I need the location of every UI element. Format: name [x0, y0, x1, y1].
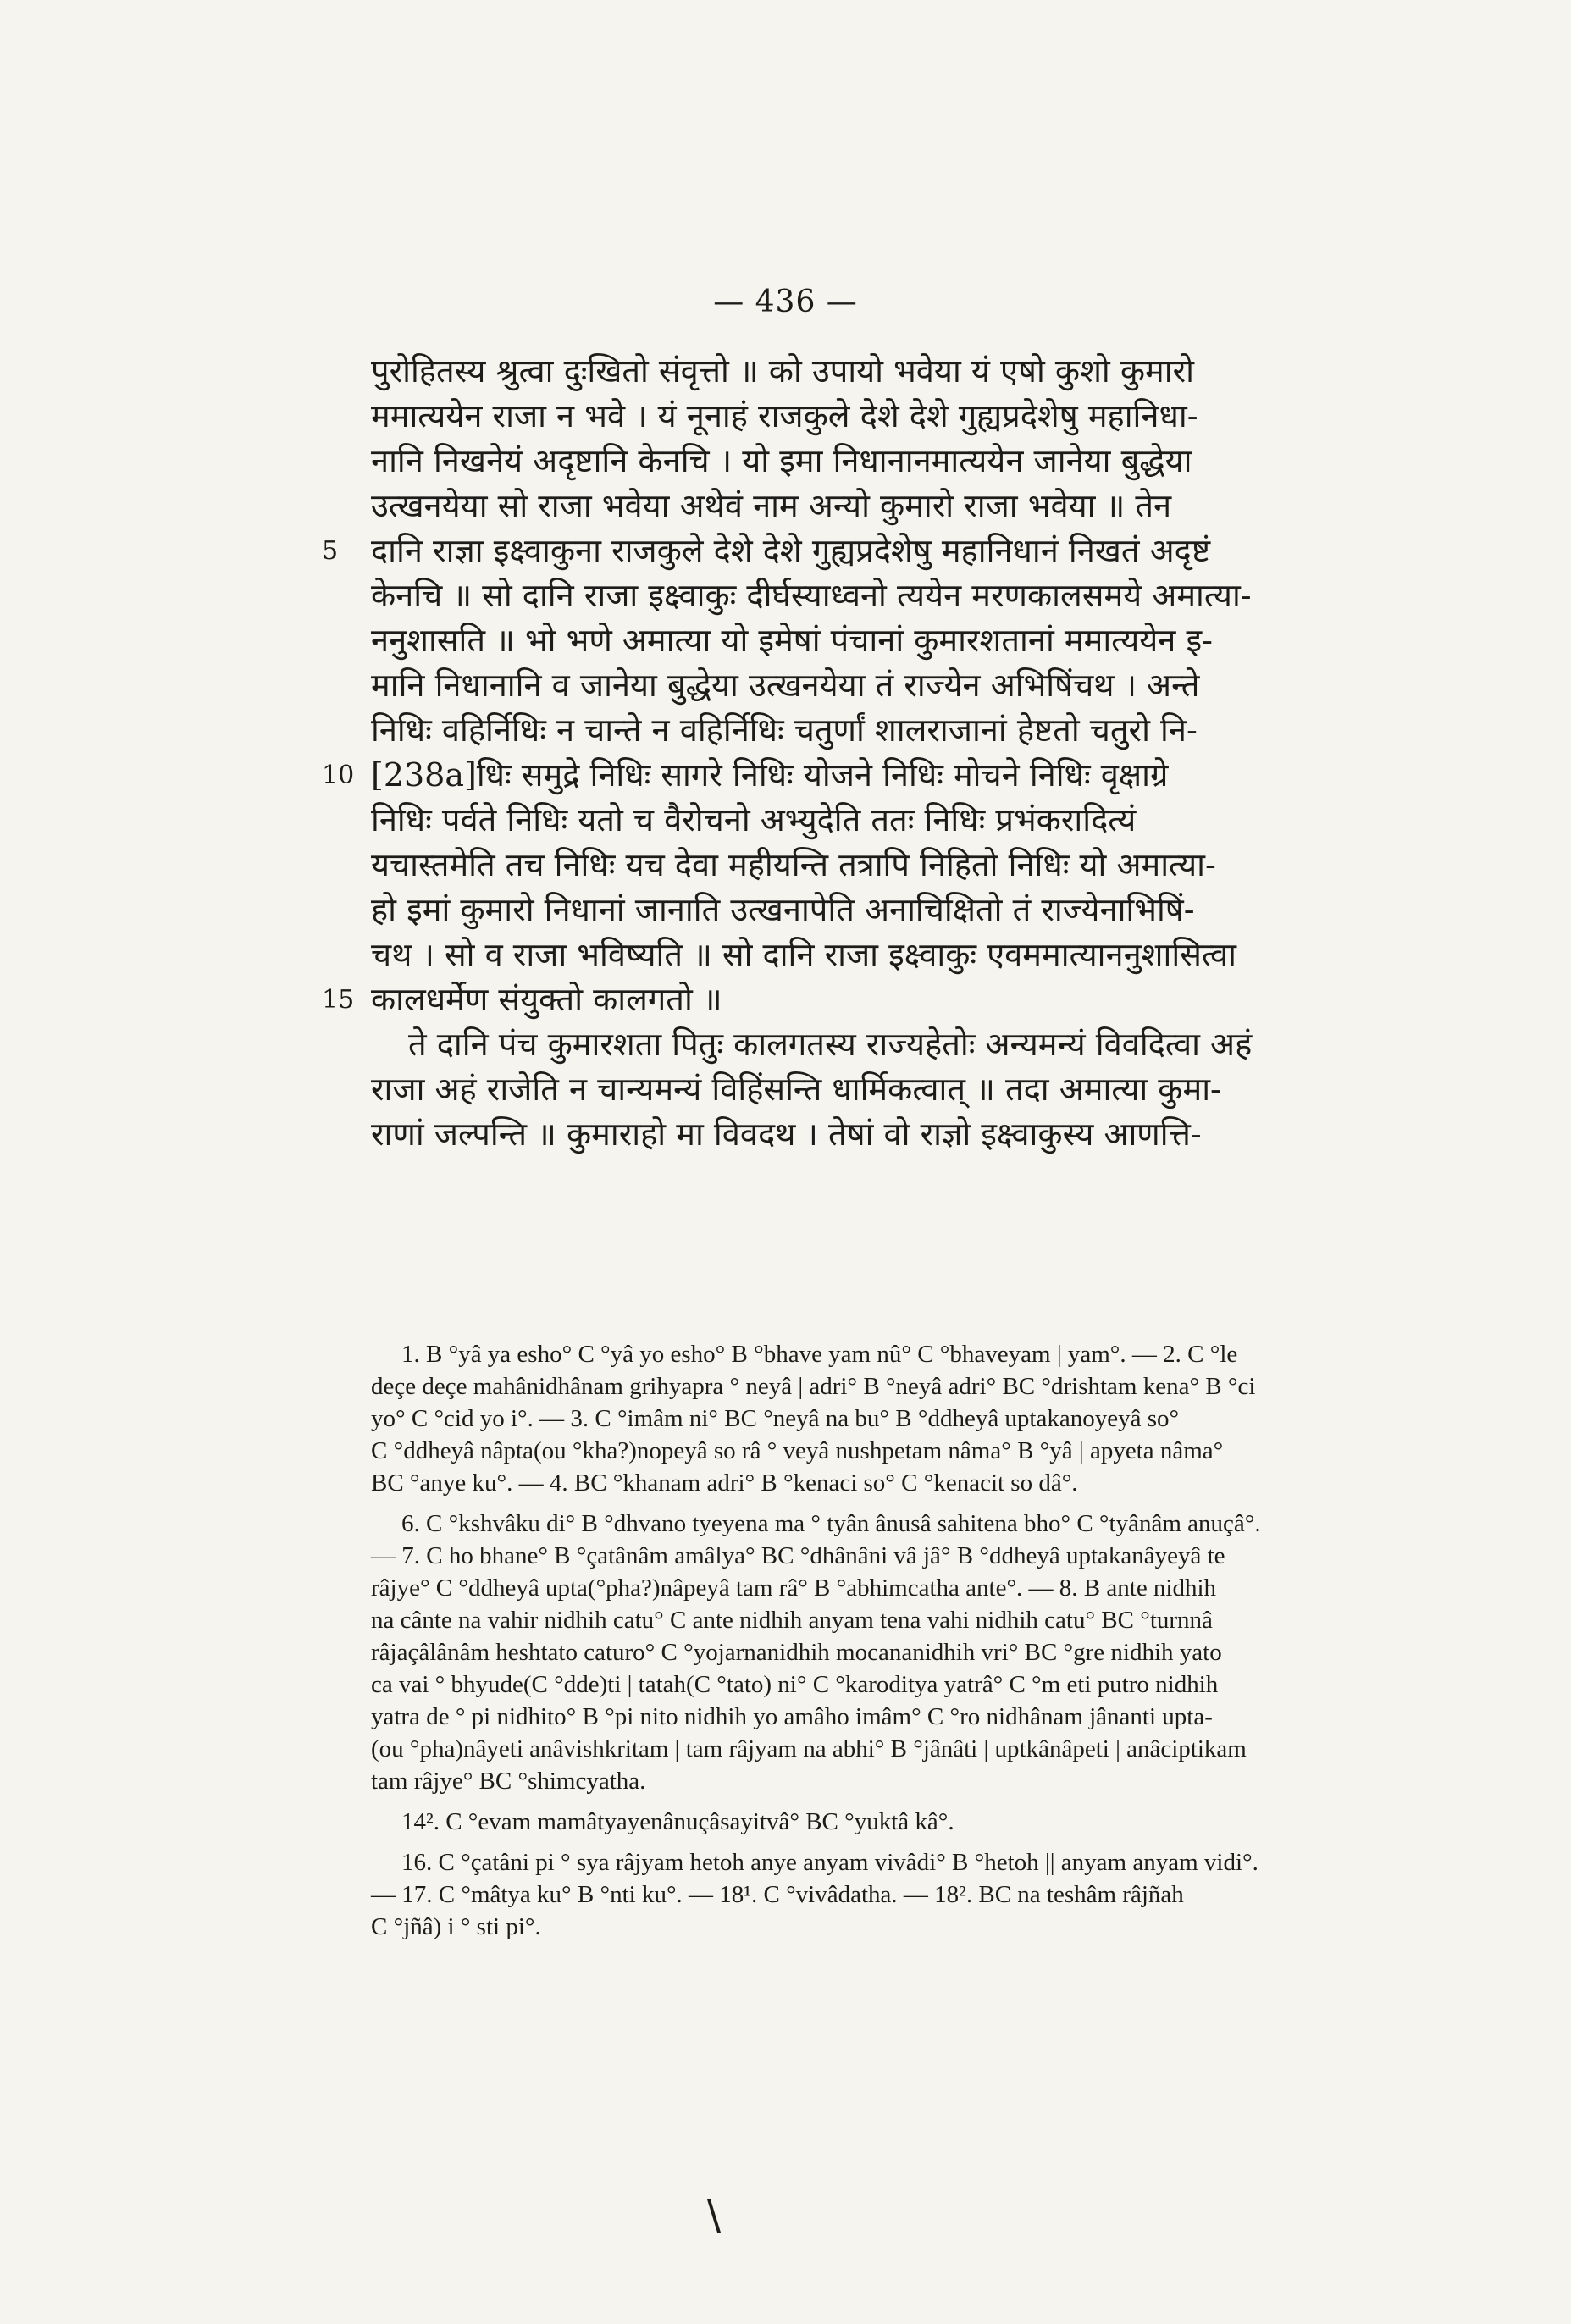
footnote-line: C °jñâ) i ° sti pi°. [371, 1913, 541, 1940]
footnote-line: C °ddheyâ nâpta(ou °kha?)nopeyâ so râ ° veyâ nushpetam nâma° B °yâ | apyeta nâma° [371, 1437, 1224, 1464]
footnote-16-18 [371, 1846, 1463, 1943]
footnote-line: ca vai ° bhyude(C °dde)ti | tatah(C °tato) ni° C °karoditya yatrâ° C °m eti putro nidhih [371, 1671, 1219, 1698]
text-line: पुरोहितस्य श्रुत्वा दुःखितो संवृत्तो ॥ को उपायो भवेया यं एषो कुशो कुमारो [371, 352, 1194, 390]
footnote-line: yatra de ° pi nidhito° B °pi nito nidhih yo amâho imâm° C °ro nidhânam jânanti upta- [371, 1703, 1213, 1730]
footnote-1-4 [371, 1338, 1463, 1499]
footnote-line: — 17. C °mâtya ku° B °nti ku°. — 18¹. C °vivâdatha. — 18². BC na teshâm râjñah [371, 1881, 1184, 1908]
text-line: ममात्ययेन राजा न भवे । यं नूनाहं राजकुले देशे देशे गुह्यप्रदेशेषु महानिधा- [371, 397, 1198, 434]
footnote-line: tam râjye° BC °shimcyatha. [371, 1768, 646, 1795]
text-line: ननुशासति ॥ भो भणे अमात्या यो इमेषां पंचानां कुमारशतानां ममात्ययेन इ- [371, 622, 1213, 659]
footnote-line: 14². C °evam mamâtyayenânuçâsayitvâ° BC °yuktâ kâ°. [401, 1808, 954, 1835]
text-line: राजा अहं राजेति न चान्यमन्यं विहिंसन्ति धार्मिकत्वात् ॥ तदा अमात्या कुमा- [371, 1071, 1221, 1108]
footnote-line: râjaçâlânâm heshtato caturo° C °yojarnanidhih mocananidhih vri° BC °gre nidhih yato [371, 1639, 1222, 1666]
text-line: हो इमां कुमारो निधानां जानाति उत्खनापेति अनाचिक्षितो तं राज्येनाभिषिं- [371, 891, 1195, 928]
text-line: ते दानि पंच कुमारशता पितुः कालगतस्य राज्यहेतोः अन्यमन्यं विवदित्वा अहं [408, 1026, 1253, 1063]
footnote-line: — 7. C ho bhane° B °çatânâm amâlya° BC °dhânâni vâ jâ° B °ddheyâ uptakanâyeyâ te [371, 1542, 1225, 1569]
footnote-line: 1. B °yâ ya esho° C °yâ yo esho° B °bhave yam nû° C °bhaveyam | yam°. — 2. C °le [401, 1341, 1238, 1368]
footnote-line: BC °anye ku°. — 4. BC °khanam adri° B °kenaci so° C °kenacit so dâ°. [371, 1469, 1078, 1497]
stray-mark: \ [707, 2192, 722, 2239]
text-line: उत्खनयेया सो राजा भवेया अथेवं नाम अन्यो कुमारो राजा भवेया ॥ तेन [371, 487, 1172, 524]
text-line: यचास्तमेति तच निधिः यच देवा महीयन्ति तत्रापि निहितो निधिः यो अमात्या- [371, 846, 1216, 883]
footnote-line: 6. C °kshvâku di° B °dhvano tyeyena ma ° tyân ânusâ sahitena bho° C °tyânâm anuçâ°. [401, 1510, 1261, 1537]
sanskrit-main-text [322, 349, 1463, 1157]
footnote-14 [371, 1806, 1463, 1838]
text-line: निधिः वहिर्निधिः न चान्ते न वहिर्निधिः चतुर्णां शालराजानां हेष्टतो चतुरो नि- [371, 711, 1198, 749]
line-number: 5 [322, 536, 339, 566]
footnote-line: râjye° C °ddheyâ upta(°pha?)nâpeyâ tam râ° B °abhimcatha ante°. — 8. B ante nidhih [371, 1574, 1217, 1602]
footnote-line: yo° C °cid yo i°. — 3. C °imâm ni° BC °neyâ na bu° B °ddheyâ uptakanoyeyâ so° [371, 1405, 1180, 1432]
footnote-6-8 [371, 1508, 1463, 1797]
text-line: मानि निधानानि व जानेया बुद्धेया उत्खनयेया तं राज्येन अभिषिंचथ । अन्ते [371, 667, 1200, 704]
footnotes [371, 1338, 1463, 1951]
footnote-line: (ou °pha)nâyeti anâvishkritam | tam râjyam na abhi° B °jânâti | uptkânâpeti | anâciptikam [371, 1735, 1247, 1762]
footnote-line: na cânte na vahir nidhih catu° C ante nidhih anyam tena vahi nidhih catu° BC °turnnâ [371, 1607, 1213, 1634]
footnote-line: deçe deçe mahânidhânam grihyapra ° neyâ | adri° B °neyâ adri° BC °drishtam kena° B °ci [371, 1373, 1256, 1400]
footnote-line: 16. C °çatâni pi ° sya râjyam hetoh anye anyam vivâdi° B °hetoh || anyam anyam vidi°. [401, 1849, 1258, 1876]
text-line: नानि निखनेयं अदृष्टानि केनचि । यो इमा निधानानमात्ययेन जानेया बुद्धेया [371, 442, 1192, 479]
text-line: 5 दानि राज्ञा इक्ष्वाकुना राजकुले देशे देशे गुह्यप्रदेशेषु महानिधानं निखतं अदृष्टं [371, 528, 1463, 573]
line-number: 10 [322, 761, 355, 790]
page-number: — 436 — [713, 285, 858, 319]
text-line: निधिः पर्वते निधिः यतो च वैरोचनो अभ्युदेति ततः निधिः प्रभंकरादित्यं [371, 801, 1137, 838]
text-line: राणां जल्पन्ति ॥ कुमाराहो मा विवदथ । तेषां वो राज्ञो इक्ष्वाकुस्य आणत्ति- [371, 1115, 1202, 1153]
line-number: 15 [322, 985, 355, 1015]
text-line: केनचि ॥ सो दानि राजा इक्ष्वाकुः दीर्घस्याध्वनो त्ययेन मरणकालसमये अमात्या- [371, 577, 1252, 614]
text-line: 15 कालधर्मेण संयुक्तो कालगतो ॥ [371, 977, 1463, 1022]
text-line: 10 [238a]धिः समुद्रे निधिः सागरे निधिः योजने निधिः मोचने निधिः वृक्षाग्रे [371, 753, 1463, 798]
text-line: चथ । सो व राजा भविष्यति ॥ सो दानि राजा इक्ष्वाकुः एवममात्याननुशासित्वा [371, 936, 1236, 973]
